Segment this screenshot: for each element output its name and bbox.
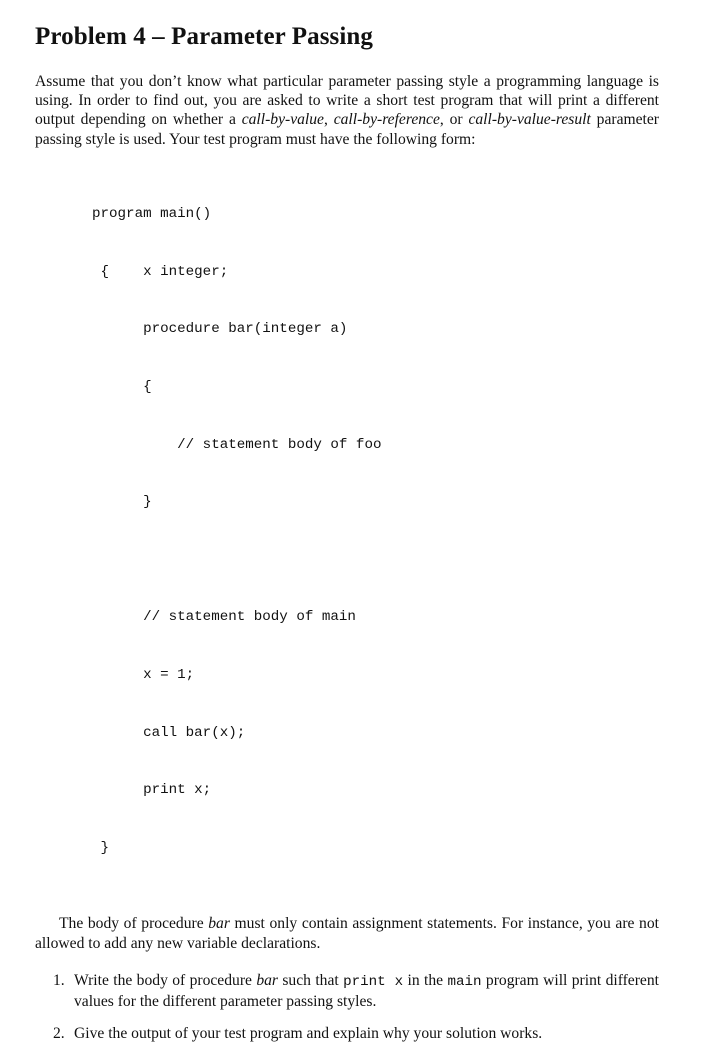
procedure-name: bar: [208, 915, 230, 933]
code-line: // statement body of foo: [92, 436, 382, 453]
item-text-2: such that: [277, 971, 344, 989]
item-text-3: in the: [403, 971, 448, 989]
code-print-x: print x: [343, 973, 404, 990]
problem-title: Problem 4 – Parameter Passing: [35, 23, 374, 50]
item-text-1: Write the body of procedure: [74, 971, 257, 989]
style-call-by-value-result: call-by-value-result: [468, 111, 591, 129]
code-line: print x;: [92, 782, 212, 799]
question-list: [35, 971, 659, 1044]
style-call-by-value: call-by-value: [241, 111, 324, 129]
body-text-2: must only contain assignment statements. For instance, you are not allowed to add any new variable declarations.: [35, 915, 659, 952]
intro-paragraph: [35, 72, 659, 149]
code-line: // statement body of main: [92, 609, 356, 626]
intro-separator-1: ,: [323, 111, 334, 129]
code-line: procedure bar(integer a): [92, 321, 348, 338]
list-item: [35, 971, 659, 1011]
list-item: [35, 1024, 659, 1043]
code-line: }: [92, 839, 110, 856]
body-paragraph: [35, 914, 659, 952]
item-number: 2.: [53, 1025, 65, 1043]
code-line: { x integer;: [92, 263, 229, 280]
procedure-name: bar: [256, 971, 278, 989]
item-text: Give the output of your test program and explain why your solution works.: [74, 1025, 543, 1043]
item-text-4: program will print different values for the different parameter passing styles.: [74, 971, 659, 1010]
code-line: x = 1;: [92, 666, 195, 683]
body-text-1: The body of procedure: [59, 915, 209, 933]
code-line: {: [92, 379, 152, 395]
code-line: }: [92, 494, 152, 511]
code-listing: [92, 167, 659, 897]
intro-text-1: Assume that you don’t know what particular parameter passing style a programming language is using. In order to find out, you are asked to write a short test program that will print a different output depending on whether a: [35, 73, 659, 129]
code-line: [92, 551, 659, 570]
document-page: [35, 22, 659, 1056]
item-number: 1.: [53, 971, 65, 989]
code-line: program main(): [92, 206, 212, 223]
intro-separator-2: , or: [439, 111, 469, 129]
code-main: main: [447, 973, 482, 990]
style-call-by-reference: call-by-reference: [333, 111, 440, 129]
intro-text-2: parameter passing style is used. Your test program must have the following form:: [35, 111, 660, 148]
code-line: call bar(x);: [92, 724, 246, 741]
